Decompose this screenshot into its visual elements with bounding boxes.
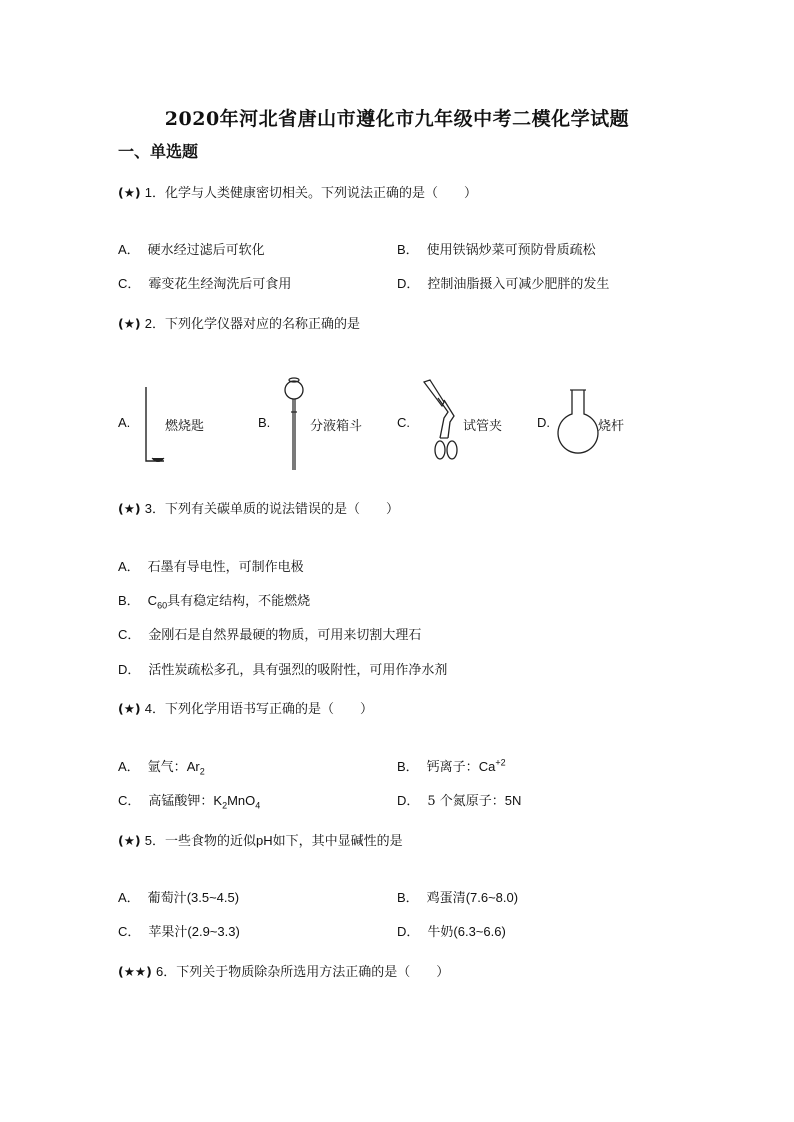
section-heading: 一、单选题 — [118, 142, 199, 161]
option-a-label: 燃烧匙 — [165, 419, 205, 434]
option-a: A． 葡萄汁(3.5~4.5) — [118, 890, 240, 906]
option-b: B． 鸡蛋清(7.6~8.0) — [397, 890, 519, 906]
option-c: C． 苹果汁(2.9~3.3) — [118, 924, 240, 940]
option-c: C． 高锰酸钾：$K_2MnO_4$ — [118, 793, 261, 811]
question-6: (★★) 6．下列关于物质除杂所选用方法正确的是（ ） — [118, 964, 450, 980]
option-b: B． 钙离子：$Ca^{+2}$ — [397, 757, 506, 775]
question-1: (★) 1．化学与人类健康密切相关。下列说法正确的是（ ） — [118, 185, 478, 201]
difficulty-stars: (★) — [118, 701, 141, 716]
option-b: B． 使用铁锅炒菜可预防骨质疏松 — [397, 242, 596, 258]
question-text: 下列关于物质除杂所选用方法正确的是（ ） — [176, 965, 450, 980]
difficulty-stars: (★★) — [118, 964, 152, 979]
option-d: D． 活性炭疏松多孔，具有强烈的吸附性，可用作净水剂 — [118, 662, 448, 678]
option-d-label: 烧杆 — [598, 419, 625, 434]
difficulty-stars: (★) — [118, 501, 141, 516]
question-3: (★) 3．下列有关碳单质的说法错误的是（ ） — [118, 501, 400, 517]
option-a: A． 氩气：$Ar_2$ — [118, 759, 205, 777]
option-c-letter: C. — [397, 415, 410, 430]
question-number: 6 — [155, 964, 164, 979]
option-d: D． 牛奶(6.3~6.6) — [397, 924, 506, 940]
flask-icon — [555, 388, 601, 460]
option-c: C． 金刚石是自然界最硬的物质，可用来切割大理石 — [118, 627, 422, 643]
option-a: A． 石墨有导电性，可制作电极 — [118, 559, 304, 575]
option-b-label: 分液箱斗 — [310, 419, 363, 434]
question-number: 2 — [144, 316, 153, 331]
question-4: (★) 4．下列化学用语书写正确的是（ ） — [118, 701, 374, 717]
question-5: (★) 5．一些食物的近似pH如下，其中显碱性的是 — [118, 833, 403, 849]
question-number: 5 — [144, 833, 153, 848]
option-c: C． 霉变花生经淘洗后可食用 — [118, 276, 292, 292]
question-number: 1 — [144, 185, 153, 200]
separatory-funnel-icon — [280, 376, 308, 476]
question-number: 4 — [144, 701, 153, 716]
question-text: 一些食物的近似 — [165, 834, 257, 849]
option-b: B． $C_{60}$具有稳定结构，不能燃烧 — [118, 593, 311, 611]
option-b-letter: B. — [258, 415, 271, 430]
question-number: 3 — [144, 501, 153, 516]
question-text: 下列化学仪器对应的名称正确的是 — [165, 317, 361, 332]
option-c-label: 试管夹 — [463, 419, 503, 434]
option-d-letter: D. — [537, 415, 550, 430]
test-tube-clamp-icon — [418, 378, 468, 464]
question-text: 下列有关碳单质的说法错误的是（ ） — [165, 502, 400, 517]
option-d: D． 5 个氮原子：5N — [397, 793, 522, 809]
option-d: D． 控制油脂摄入可减少肥胖的发生 — [397, 276, 610, 292]
question-text: 化学与人类健康密切相关。下列说法正确的是（ ） — [165, 186, 478, 201]
difficulty-stars: (★) — [118, 185, 141, 200]
question-2: (★) 2．下列化学仪器对应的名称正确的是 — [118, 316, 361, 332]
option-a-letter: A. — [118, 415, 131, 430]
difficulty-stars: (★) — [118, 316, 141, 331]
difficulty-stars: (★) — [118, 833, 141, 848]
option-a: A． 硬水经过滤后可软化 — [118, 242, 265, 258]
page-title: 2020年河北省唐山市遵化市九年级中考二模化学试题 — [164, 108, 630, 130]
question-text: 下列化学用语书写正确的是（ ） — [165, 702, 374, 717]
